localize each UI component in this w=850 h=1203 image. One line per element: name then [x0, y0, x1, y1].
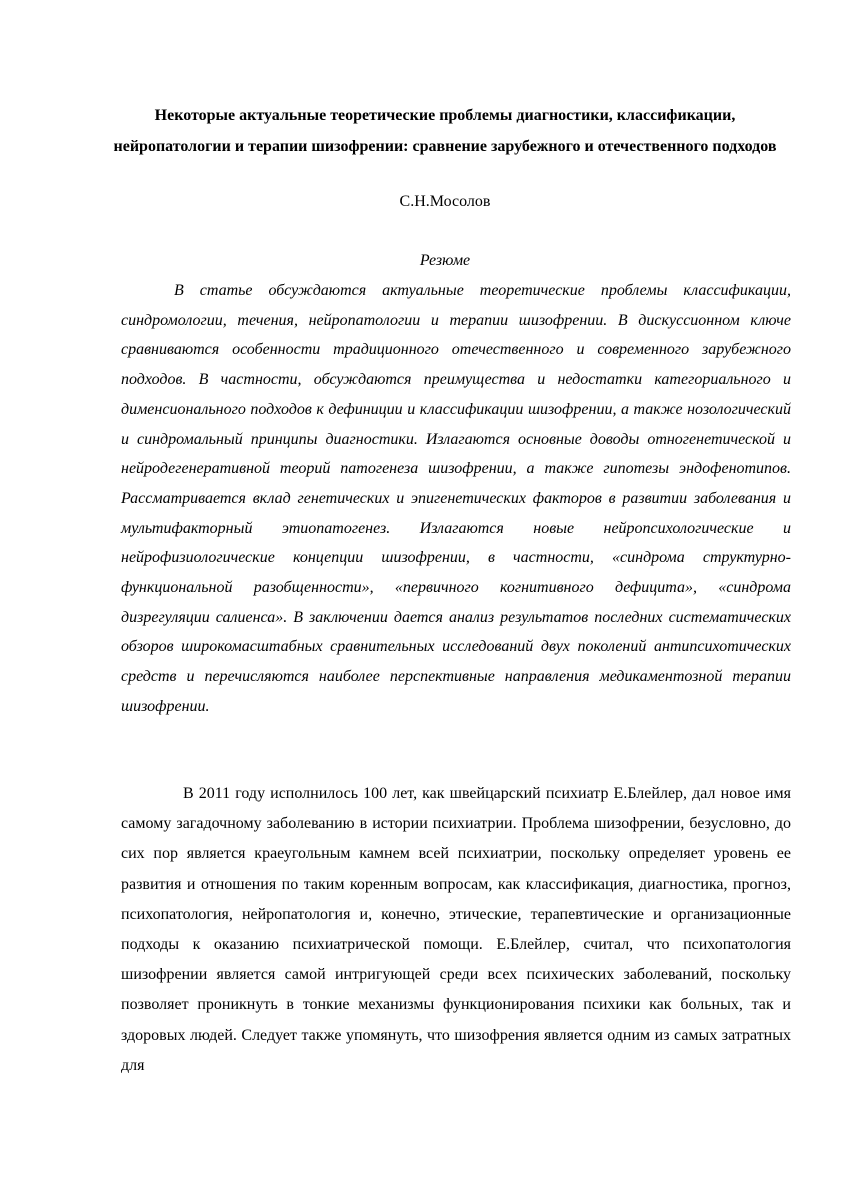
- body-paragraph: В 2011 году исполнилось 100 лет, как швейцарский психиатр Е.Блейлер, дал новое имя самому загадочному заболеванию в истории психиатрии. Проблема шизофрении, безусловно, до сих пор является краеугольным камнем всей психиатрии, поскольку определяет уровень ее развития и отношения по таким коренным вопросам, как классификация, диагностика, прогноз, психопатология, нейропатология и, конечно, этические, терапевтические и организационные подходы к оказанию психиатрической помощи. Е.Блейлер, считал, что психопатология шизофрении является самой интригующей среди всех психических заболеваний, поскольку позволяет проникнуть в тонкие механизмы функционирования психики как больных, так и здоровых людей. Следует также упомянуть, что шизофрения является одним из самых затратных для: [121, 785, 791, 1074]
- abstract-heading: Резюме: [419, 252, 471, 269]
- abstract-text: В статье обсуждаются актуальные теоретические проблемы классификации, синдромологии, течения, нейропатологии и терапии шизофрении. В дискуссионном ключе сравниваются особенности традиционного отечественного и современного зарубежного подходов. В частности, обсуждаются преимущества и недостатки категориального и дименсионального подходов к дефиниции и классификации шизофрении, а также нозологический и синдромальный принципы диагностики. Излагаются основные доводы отногенетической и нейродегенеративной теорий патогенеза шизофрении, а также гипотезы эндофенотипов. Рассматривается вклад генетических и эпигенетических факторов в развитии заболевания и мультифакторный этиопатогенез. Излагаются новые нейропсихологические и нейрофизиологические концепции шизофрении, в частности, «синдрома структурно-функциональной разобщенности», «первичного когнитивного дефицита», «синдрома дизрегуляции салиенса». В заключении дается анализ результатов последних систематических обзоров широкомасштабных сравнительных исследований двух поколений антипсихотических средств и перечисляются наиболее перспективные направления медикаментозной терапии шизофрении.: [121, 282, 791, 715]
- document-title: Некоторые актуальные теоретические проблемы диагностики, классификации, нейропатологии и терапии шизофрении: сравнение зарубежного и отечественного подходов: [113, 107, 777, 155]
- author-name: С.Н.Мосолов: [399, 193, 491, 210]
